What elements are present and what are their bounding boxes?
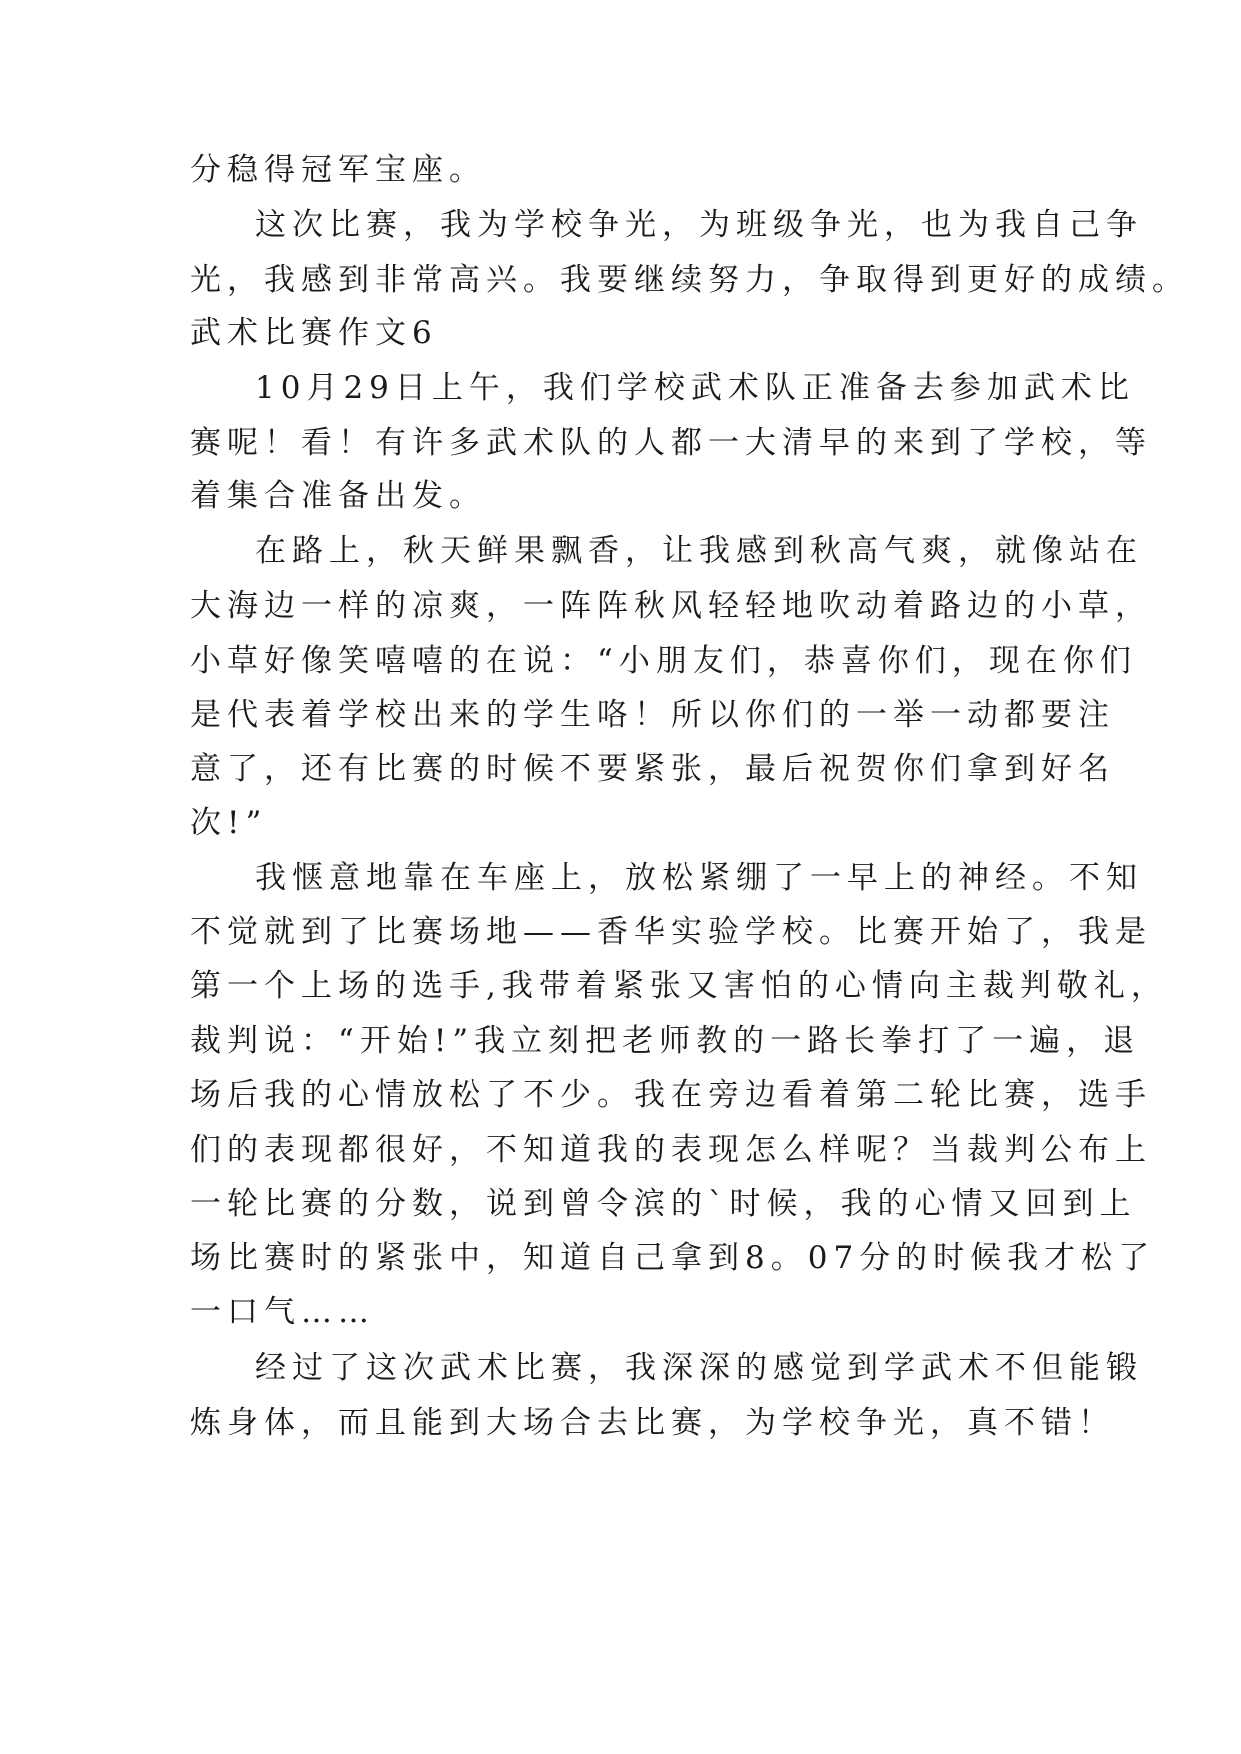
text-line: 裁判说：“开始!”我立刻把老师教的一路长拳打了一遍，退 [190, 1023, 1141, 1059]
text-line: 我惬意地靠在车座上，放松紧绷了一早上的神经。不知 [255, 860, 1143, 896]
text-line: 次!” [190, 805, 268, 841]
text-line: 炼身体，而且能到大场合去比赛，为学校争光，真不错！ [190, 1405, 1115, 1441]
text-line: 经过了这次武术比赛，我深深的感觉到学武术不但能锻 [255, 1350, 1143, 1386]
text-line: 小草好像笑嘻嘻的在说：“小朋友们，恭喜你们，现在你们 [190, 643, 1137, 679]
text-line: 大海边一样的凉爽，一阵阵秋风轻轻地吹动着路边的小草， [190, 588, 1152, 624]
text-line: 一轮比赛的分数，说到曾令滨的`时候，我的心情又回到上 [190, 1186, 1137, 1222]
text-line: 着集合准备出发。 [190, 478, 486, 514]
text-line: 分稳得冠军宝座。 [190, 152, 486, 188]
text-line: 意了，还有比赛的时候不要紧张，最后祝贺你们拿到好名 [190, 751, 1115, 787]
text-line: 们的表现都很好，不知道我的表现怎么样呢？当裁判公布上 [190, 1132, 1152, 1168]
text-line: 场后我的心情放松了不少。我在旁边看着第二轮比赛，选手 [190, 1077, 1152, 1113]
text-line: 是代表着学校出来的学生咯！所以你们的一举一动都要注 [190, 697, 1115, 733]
text-line: 10月29日上午，我们学校武术队正准备去参加武术比 [255, 370, 1135, 406]
text-line: 一口气…… [190, 1294, 375, 1330]
text-line: 不觉就到了比赛场地——香华实验学校。比赛开始了，我是 [190, 914, 1152, 950]
text-line: 赛呢！看！有许多武术队的人都一大清早的来到了学校，等 [190, 425, 1152, 461]
text-line: 第一个上场的选手,我带着紧张又害怕的心情向主裁判敬礼， [190, 968, 1168, 1004]
section-heading: 武术比赛作文6 [190, 315, 438, 351]
text-line: 这次比赛，我为学校争光，为班级争光，也为我自己争 [255, 207, 1143, 243]
text-line: 在路上，秋天鲜果飘香，让我感到秋高气爽，就像站在 [255, 533, 1143, 569]
text-line: 光，我感到非常高兴。我要继续努力，争取得到更好的成绩。 [190, 262, 1189, 298]
text-line: 场比赛时的紧张中，知道自己拿到8。07分的时候我才松了 [190, 1240, 1156, 1276]
